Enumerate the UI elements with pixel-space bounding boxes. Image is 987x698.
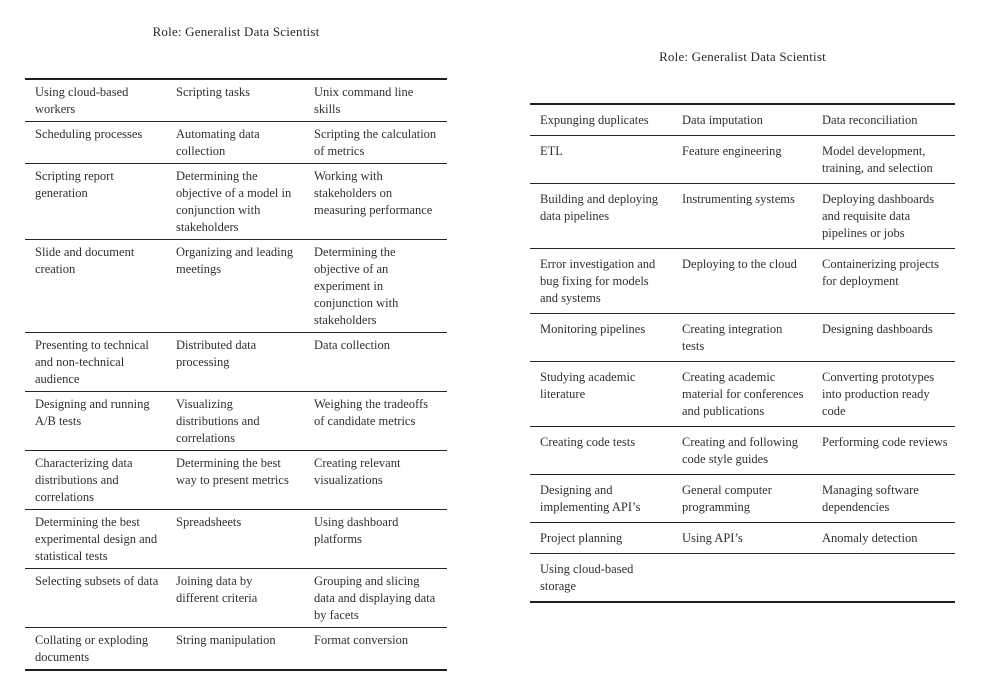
table-cell: Data reconciliation <box>812 104 955 136</box>
table-cell: Scripting tasks <box>166 79 304 122</box>
table-cell: Scripting report generation <box>25 164 166 240</box>
table-cell: Anomaly detection <box>812 523 955 554</box>
table-row <box>530 136 955 184</box>
table-row <box>25 164 447 240</box>
table-row <box>530 523 955 554</box>
table-cell: Grouping and slicing data and displaying data by facets <box>304 569 447 628</box>
table-cell: Collating or exploding documents <box>25 628 166 671</box>
table-cell: Using cloud-based workers <box>25 79 166 122</box>
left-table-body <box>25 79 447 670</box>
table-cell: Presenting to technical and non-technical audience <box>25 333 166 392</box>
table-cell: Data imputation <box>672 104 812 136</box>
table-cell: Studying academic literature <box>530 362 672 427</box>
table-cell: Model development, training, and selection <box>812 136 955 184</box>
table-cell: Weighing the tradeoffs of candidate metrics <box>304 392 447 451</box>
table-cell: Project planning <box>530 523 672 554</box>
table-row <box>25 79 447 122</box>
table-row <box>25 510 447 569</box>
table-cell: Slide and document creation <box>25 240 166 333</box>
table-cell: Joining data by different criteria <box>166 569 304 628</box>
table-cell: Determining the best experimental design and statistical tests <box>25 510 166 569</box>
right-page <box>530 0 955 603</box>
table-row <box>25 333 447 392</box>
table-cell: Deploying dashboards and requisite data pipelines or jobs <box>812 184 955 249</box>
table-row <box>25 451 447 510</box>
table-row <box>530 314 955 362</box>
table-row <box>530 427 955 475</box>
left-table-title: Role: Generalist Data Scientist <box>152 24 320 39</box>
table-cell: Characterizing data distributions and correlations <box>25 451 166 510</box>
table-cell: Deploying to the cloud <box>672 249 812 314</box>
table-cell: Visualizing distributions and correlations <box>166 392 304 451</box>
table-cell: Designing dashboards <box>812 314 955 362</box>
table-cell: General computer programming <box>672 475 812 523</box>
table-cell: Determining the best way to present metrics <box>166 451 304 510</box>
table-row <box>530 362 955 427</box>
table-cell: Selecting subsets of data <box>25 569 166 628</box>
left-page <box>25 0 447 671</box>
table-row <box>530 554 955 603</box>
table-cell: Instrumenting systems <box>672 184 812 249</box>
right-table-body <box>530 104 955 602</box>
table-cell: Creating relevant visualizations <box>304 451 447 510</box>
table-row <box>530 184 955 249</box>
table-cell <box>812 554 955 603</box>
table-row <box>25 240 447 333</box>
table-cell: Using API’s <box>672 523 812 554</box>
table-cell: Creating and following code style guides <box>672 427 812 475</box>
table-cell: Creating academic material for conferences and publications <box>672 362 812 427</box>
table-row <box>25 392 447 451</box>
table-row <box>25 628 447 671</box>
table-cell: Scripting the calculation of metrics <box>304 122 447 164</box>
table-row <box>530 104 955 136</box>
table-cell: Determining the objective of a model in conjunction with stakeholders <box>166 164 304 240</box>
table-cell: ETL <box>530 136 672 184</box>
table-cell: Using dashboard platforms <box>304 510 447 569</box>
table-cell: Format conversion <box>304 628 447 671</box>
table-cell: Organizing and leading meetings <box>166 240 304 333</box>
table-row <box>25 122 447 164</box>
table-cell: Using cloud-based storage <box>530 554 672 603</box>
table-cell: Automating data collection <box>166 122 304 164</box>
table-row <box>530 249 955 314</box>
right-table-title: Role: Generalist Data Scientist <box>659 49 826 64</box>
table-cell: Error investigation and bug fixing for models and systems <box>530 249 672 314</box>
table-cell: Building and deploying data pipelines <box>530 184 672 249</box>
table-cell: Unix command line skills <box>304 79 447 122</box>
table-cell: Designing and implementing API’s <box>530 475 672 523</box>
table-row <box>25 569 447 628</box>
table-cell: String manipulation <box>166 628 304 671</box>
table-cell: Feature engineering <box>672 136 812 184</box>
table-cell: Determining the objective of an experiment in conjunction with stakeholders <box>304 240 447 333</box>
table-cell: Managing software dependencies <box>812 475 955 523</box>
table-cell: Converting prototypes into production ready code <box>812 362 955 427</box>
table-cell: Performing code reviews <box>812 427 955 475</box>
table-cell: Distributed data processing <box>166 333 304 392</box>
left-skills-table <box>25 78 447 671</box>
table-row <box>530 475 955 523</box>
table-cell: Spreadsheets <box>166 510 304 569</box>
table-cell <box>672 554 812 603</box>
table-cell: Working with stakeholders on measuring performance <box>304 164 447 240</box>
right-skills-table <box>530 103 955 603</box>
table-cell: Scheduling processes <box>25 122 166 164</box>
table-cell: Creating code tests <box>530 427 672 475</box>
table-cell: Containerizing projects for deployment <box>812 249 955 314</box>
table-cell: Expunging duplicates <box>530 104 672 136</box>
table-cell: Designing and running A/B tests <box>25 392 166 451</box>
table-cell: Monitoring pipelines <box>530 314 672 362</box>
table-cell: Data collection <box>304 333 447 392</box>
table-cell: Creating integration tests <box>672 314 812 362</box>
